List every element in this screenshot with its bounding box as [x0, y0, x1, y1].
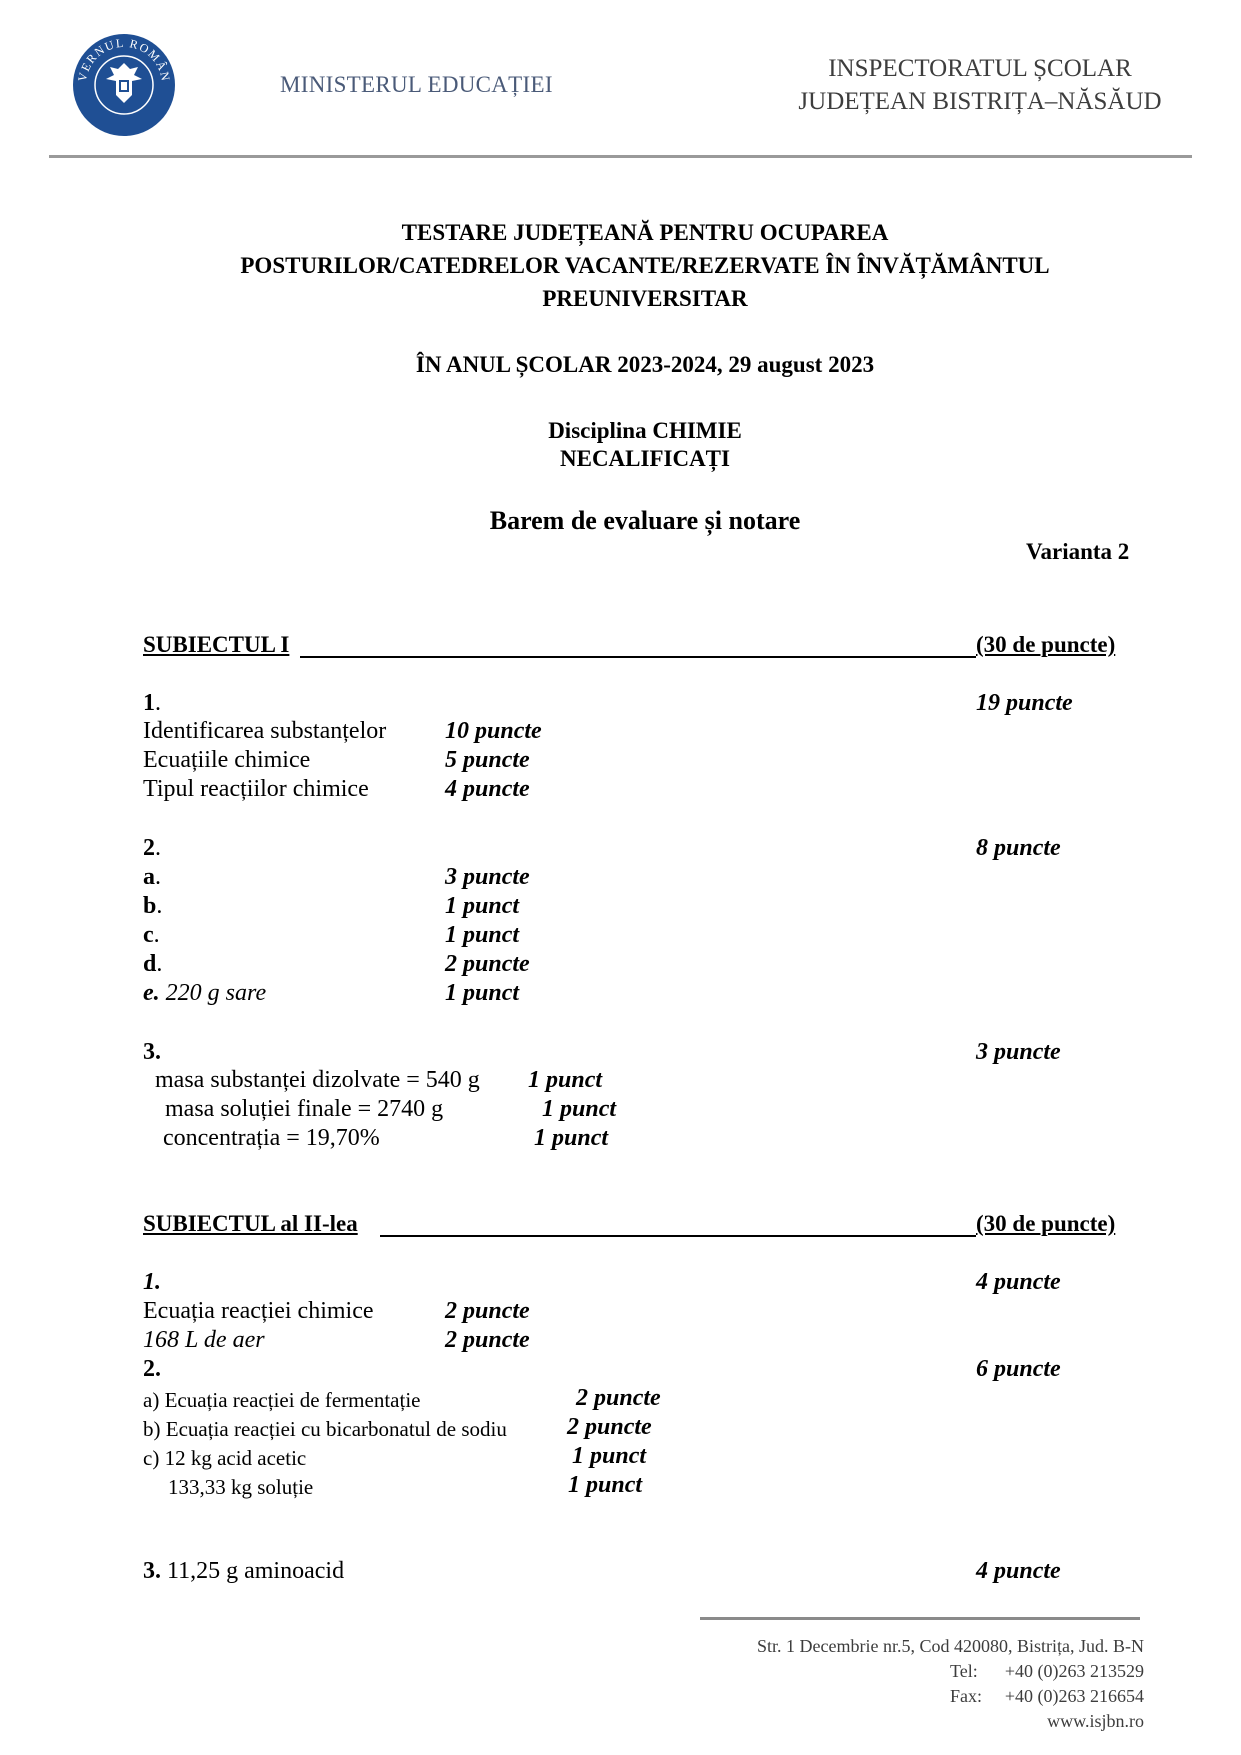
- s1-q2-row-label: b.: [143, 893, 163, 919]
- s1-q1-row-points: 5 puncte: [445, 747, 530, 773]
- inspectorate-line-2: JUDEȚEAN BISTRIȚA–NĂSĂUD: [798, 88, 1162, 115]
- s1-q2-row-label: a.: [143, 864, 161, 890]
- s1-q3-row-label: concentrația = 19,70%: [163, 1125, 380, 1151]
- title-line-1: TESTARE JUDEȚEANĂ PENTRU OCUPAREA: [401, 220, 889, 245]
- s2-q2-row-label: a) Ecuația reacției de fermentație: [143, 1388, 421, 1412]
- s1-q1-number: 1.: [143, 690, 161, 716]
- s2-q1-row-label: 168 L de aer: [143, 1327, 265, 1353]
- s1-q2-number: 2.: [143, 835, 161, 861]
- s2-q2-row-label: b) Ecuația reacției cu bicarbonatul de sodiu: [143, 1417, 507, 1441]
- s1-q1-row-points: 4 puncte: [445, 776, 530, 802]
- coat-of-arms-icon: [72, 33, 176, 137]
- s2-q2-row-points: 2 puncte: [576, 1385, 661, 1411]
- s1-q2-row-points: 2 puncte: [445, 951, 530, 977]
- s2-q1-row-points: 2 puncte: [445, 1327, 530, 1353]
- footer-fax: +40 (0)263 216654: [1004, 1686, 1144, 1706]
- logo-text-top: VERNUL ROMÂN: [75, 35, 174, 84]
- title-line-3: PREUNIVERSITAR: [542, 286, 748, 311]
- s1-q3-row-points: 1 punct: [542, 1096, 617, 1122]
- s2-q2-row-points: 2 puncte: [567, 1414, 652, 1440]
- footer-fax-label: Fax:: [950, 1686, 983, 1706]
- s1-q2-row-label: c.: [143, 922, 160, 948]
- subject-2-title: SUBIECTUL al II-lea: [143, 1211, 358, 1236]
- s2-q2-row-label: 133,33 kg soluție: [168, 1475, 314, 1499]
- s1-q3-row-label: masa substanței dizolvate = 540 g: [155, 1067, 480, 1093]
- s2-q1-row-label: Ecuația reacției chimice: [143, 1298, 374, 1324]
- s1-q2-row-points: 1 punct: [445, 893, 520, 919]
- s1-q3-points: 3 puncte: [976, 1039, 1061, 1065]
- footer-address: Str. 1 Decembrie nr.5, Cod 420080, Bistrița, Jud. B-N: [757, 1636, 1144, 1656]
- government-logo: [72, 33, 176, 137]
- s1-q2-row-points: 1 punct: [445, 980, 520, 1006]
- subject-2-rule: [380, 1235, 976, 1237]
- s1-q3-row-points: 1 punct: [534, 1125, 609, 1151]
- s2-q1-points: 4 puncte: [976, 1269, 1061, 1295]
- s2-q1-number: 1.: [143, 1269, 161, 1295]
- s2-q2-row-label: c) 12 kg acid acetic: [143, 1446, 307, 1470]
- category: NECALIFICAȚI: [560, 446, 730, 471]
- s2-q2-number: 2.: [143, 1356, 161, 1382]
- variant-label: Varianta 2: [1026, 539, 1130, 564]
- s1-q1-row-label: Tipul reacțiilor chimice: [143, 776, 369, 802]
- s1-q2-row-label: d.: [143, 951, 163, 977]
- s2-q3-points: 4 puncte: [976, 1558, 1061, 1584]
- footer-tel-label: Tel:: [950, 1661, 978, 1681]
- s1-q3-row-label: masa soluției finale = 2740 g: [165, 1096, 444, 1122]
- footer-website[interactable]: www.isjbn.ro: [1047, 1711, 1144, 1731]
- ministry-name: MINISTERUL EDUCAȚIEI: [280, 72, 553, 97]
- s1-q3-number: 3.: [143, 1039, 161, 1065]
- title-line-2: POSTURILOR/CATEDRELOR VACANTE/REZERVATE ÎN ÎNVĂȚĂMÂNTUL: [240, 253, 1050, 278]
- subject-2-points: (30 de puncte): [976, 1211, 1116, 1236]
- s1-q1-row-points: 10 puncte: [445, 718, 542, 744]
- subject-1-points: (30 de puncte): [976, 632, 1116, 657]
- s1-q1-row-label: Identificarea substanțelor: [143, 718, 387, 744]
- s1-q1-points: 19 puncte: [976, 690, 1073, 716]
- s1-q2-row-points: 3 puncte: [445, 864, 530, 890]
- s2-q3-row: 3. 11,25 g aminoacid: [143, 1558, 345, 1584]
- header-divider: [49, 155, 1192, 158]
- subject-1-rule: [300, 656, 976, 658]
- footer-tel: +40 (0)263 213529: [1004, 1661, 1144, 1681]
- s2-q2-row-points: 1 punct: [568, 1472, 643, 1498]
- inspectorate-line-1: INSPECTORATUL ȘCOLAR: [828, 55, 1132, 82]
- s1-q2-points: 8 puncte: [976, 835, 1061, 861]
- subject-1-title: SUBIECTUL I: [143, 632, 290, 657]
- school-year: ÎN ANUL ȘCOLAR 2023-2024, 29 august 2023: [415, 352, 875, 377]
- discipline: Disciplina CHIMIE: [548, 418, 742, 443]
- s1-q1-row-label: Ecuațiile chimice: [143, 747, 311, 773]
- s1-q2-row-points: 1 punct: [445, 922, 520, 948]
- s2-q1-row-points: 2 puncte: [445, 1298, 530, 1324]
- s2-q2-row-points: 1 punct: [572, 1443, 647, 1469]
- document-title: Barem de evaluare și notare: [489, 506, 801, 535]
- s1-q2-row-label: e. 220 g sare: [143, 980, 267, 1006]
- s1-q3-row-points: 1 punct: [528, 1067, 603, 1093]
- footer-divider: [700, 1617, 1140, 1620]
- s2-q2-points: 6 puncte: [976, 1356, 1061, 1382]
